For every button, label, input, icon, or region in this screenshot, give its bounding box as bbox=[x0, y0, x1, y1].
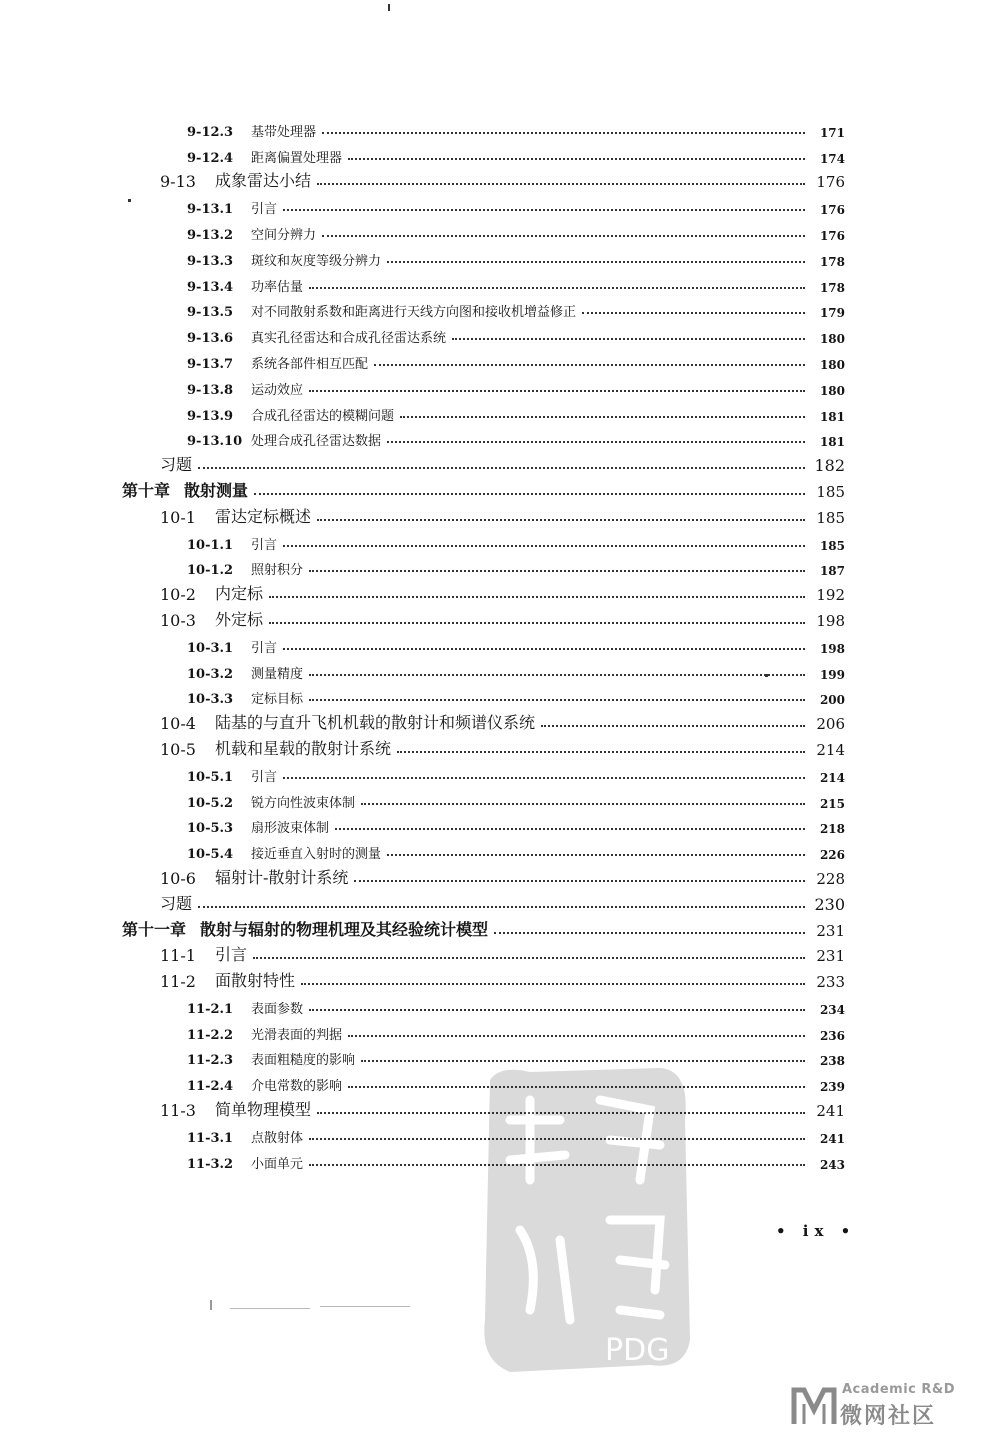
toc-entry-number: 9-13.7 bbox=[187, 356, 234, 372]
dot-leader bbox=[301, 983, 805, 985]
toc-entry bbox=[0, 991, 991, 1017]
dot-leader bbox=[253, 957, 805, 959]
toc-entry-page: 180 bbox=[819, 332, 845, 347]
toc-entry bbox=[0, 785, 991, 811]
toc-entry-number: 11-3.1 bbox=[187, 1130, 234, 1146]
dot-leader bbox=[309, 674, 805, 676]
toc-entry bbox=[0, 449, 991, 475]
toc-entry-number: 10-5.4 bbox=[187, 847, 234, 863]
toc-entry-page: 231 bbox=[816, 921, 845, 940]
toc-entry-page: 181 bbox=[819, 409, 845, 424]
toc-entry-page: 178 bbox=[819, 280, 845, 295]
dot-leader bbox=[283, 209, 805, 211]
toc-entry-title: 介电常数的影响 bbox=[251, 1079, 343, 1095]
toc-entry-title: 功率估量 bbox=[251, 279, 304, 295]
toc-entry-page: 214 bbox=[816, 740, 845, 759]
toc-entry-number: 11-1 bbox=[160, 946, 196, 966]
toc-entry-number: 10-5.1 bbox=[187, 769, 234, 785]
toc-entry-number: 9-13.3 bbox=[187, 253, 234, 269]
dot-leader bbox=[269, 596, 805, 598]
page-number-folio: • ix • bbox=[776, 1222, 857, 1240]
toc-entry bbox=[0, 914, 991, 940]
dot-leader bbox=[283, 648, 805, 650]
toc-entry-title: 面散射特性 bbox=[215, 971, 296, 991]
toc-entry-title: 接近垂直入射时的测量 bbox=[251, 847, 382, 863]
toc-entry-title: 机载和星载的散射计系统 bbox=[215, 738, 392, 758]
toc-entry-page: 198 bbox=[816, 611, 845, 630]
toc-entry-title: 引言 bbox=[251, 769, 278, 785]
toc-entry bbox=[0, 114, 991, 140]
toc-entry-title: 内定标 bbox=[215, 584, 264, 604]
toc-entry bbox=[0, 759, 991, 785]
dot-leader bbox=[198, 906, 805, 908]
toc-entry bbox=[0, 888, 991, 914]
toc-entry bbox=[0, 501, 991, 527]
toc-entry-page: 178 bbox=[819, 254, 845, 269]
toc-entry-page: 174 bbox=[819, 151, 845, 166]
toc-entry-number: 11-2.2 bbox=[187, 1027, 234, 1043]
dot-leader bbox=[348, 158, 805, 160]
toc-entry-title: 运动效应 bbox=[251, 382, 304, 398]
toc-entry-number: 10-3.1 bbox=[187, 640, 234, 656]
toc-entry-title: 处理合成孔径雷达数据 bbox=[251, 434, 382, 450]
toc-entry-number: 9-13.8 bbox=[187, 382, 234, 398]
toc-entry-page: 176 bbox=[819, 228, 845, 243]
toc-entry-title: 引言 bbox=[251, 640, 278, 656]
toc-entry-title: 雷达定标概述 bbox=[215, 506, 312, 526]
toc-entry-number: 9-13.2 bbox=[187, 227, 234, 243]
toc-entry-page: 214 bbox=[819, 770, 845, 785]
toc-entry-page: 176 bbox=[816, 173, 845, 192]
dot-leader bbox=[374, 364, 805, 366]
dot-leader bbox=[354, 880, 805, 882]
toc-entry-number: 9-12.4 bbox=[187, 150, 234, 166]
toc-entry-page: 187 bbox=[819, 564, 845, 579]
toc-entry-title: 点散射体 bbox=[251, 1130, 304, 1146]
toc-entry-title: 距离偏置处理器 bbox=[251, 150, 343, 166]
toc-entry-number: 10-4 bbox=[160, 714, 196, 734]
watermark-line2: 微网社区 bbox=[840, 1404, 937, 1429]
toc-entry-title: 测量精度 bbox=[251, 666, 304, 682]
toc-entry-number: 第十一章 bbox=[122, 919, 187, 939]
toc-entry-title: 简单物理模型 bbox=[215, 1100, 312, 1120]
toc-entry-number: 11-2 bbox=[160, 972, 196, 992]
toc-entry bbox=[0, 295, 991, 321]
toc-entry-page: 241 bbox=[816, 1102, 845, 1121]
toc-entry bbox=[0, 166, 991, 192]
toc-entry-title: 真实孔径雷达和合成孔径雷达系统 bbox=[251, 331, 447, 347]
toc-entry-number: 10-5.3 bbox=[187, 821, 234, 837]
toc-entry-page: 179 bbox=[819, 306, 845, 321]
scan-speck bbox=[230, 1308, 310, 1309]
toc-entry-title: 对不同散射系数和距离进行天线方向图和接收机增益修正 bbox=[251, 305, 577, 321]
scan-speck bbox=[388, 4, 390, 11]
dot-leader bbox=[283, 777, 805, 779]
dot-leader bbox=[494, 932, 805, 934]
toc-entry bbox=[0, 553, 991, 579]
toc-entry bbox=[0, 940, 991, 966]
toc-entry-page: 236 bbox=[819, 1028, 845, 1043]
toc-entry-page: 231 bbox=[816, 947, 845, 966]
toc-entry-page: 226 bbox=[819, 848, 845, 863]
toc-entry-page: 198 bbox=[819, 641, 845, 656]
dot-leader bbox=[254, 493, 805, 495]
dot-leader bbox=[283, 545, 805, 547]
toc-entry-page: 238 bbox=[819, 1054, 845, 1069]
toc-entry bbox=[0, 578, 991, 604]
toc-entry-number: 10-3 bbox=[160, 610, 196, 630]
toc-entry-title: 散射测量 bbox=[184, 480, 249, 500]
watermark-logo-icon bbox=[790, 1384, 838, 1428]
toc-entry-number: 9-13.6 bbox=[187, 331, 234, 347]
toc-entry bbox=[0, 707, 991, 733]
dot-leader bbox=[348, 1035, 805, 1037]
toc-entry-title: 扇形波束体制 bbox=[251, 821, 330, 837]
toc-entry-title: 表面参数 bbox=[251, 1001, 304, 1017]
toc-entry-number: 10-3.2 bbox=[187, 666, 234, 682]
dot-leader bbox=[541, 725, 805, 727]
toc-entry-number: 9-13.1 bbox=[187, 202, 234, 218]
toc-entry bbox=[0, 733, 991, 759]
dot-leader bbox=[400, 416, 805, 418]
toc-entry-title: 引言 bbox=[251, 537, 278, 553]
dot-leader bbox=[361, 803, 805, 805]
dot-leader bbox=[317, 183, 805, 185]
dot-leader bbox=[397, 751, 805, 753]
dot-leader bbox=[322, 132, 805, 134]
toc-entry bbox=[0, 191, 991, 217]
toc-entry-page: 185 bbox=[816, 508, 845, 527]
toc-entry-page: 181 bbox=[819, 435, 845, 450]
toc-entry-page: 171 bbox=[819, 125, 845, 140]
dot-leader bbox=[582, 312, 805, 314]
toc-entry-title: 习题 bbox=[160, 455, 193, 475]
toc-entry-number: 9-13 bbox=[160, 172, 196, 192]
toc-entry-title: 光滑表面的判据 bbox=[251, 1027, 343, 1043]
toc-entry-number: 10-1 bbox=[160, 507, 196, 527]
toc-entry-number: 11-2.3 bbox=[187, 1053, 234, 1069]
toc-entry-title: 小面单元 bbox=[251, 1156, 304, 1172]
toc-entry-page: 215 bbox=[819, 796, 845, 811]
toc-entry bbox=[0, 269, 991, 295]
toc-entry bbox=[0, 346, 991, 372]
toc-entry-number: 9-13.9 bbox=[187, 408, 234, 424]
toc-entry-page: 200 bbox=[819, 693, 845, 708]
seal-text: PDG bbox=[605, 1333, 670, 1368]
toc-entry-title: 空间分辨力 bbox=[251, 227, 317, 243]
watermark-line1: Academic R&D bbox=[842, 1382, 956, 1397]
toc-entry-number: 9-13.4 bbox=[187, 279, 234, 295]
toc-entry bbox=[0, 836, 991, 862]
toc-entry-title: 外定标 bbox=[215, 609, 264, 629]
dot-leader bbox=[322, 235, 805, 237]
toc-entry bbox=[0, 862, 991, 888]
toc-entry-number: 9-12.3 bbox=[187, 124, 234, 140]
toc-entry-number: 11-3.2 bbox=[187, 1156, 234, 1172]
dot-leader bbox=[309, 699, 805, 701]
toc-entry-number: 9-13.5 bbox=[187, 305, 234, 321]
toc-entry-number: 10-5 bbox=[160, 739, 196, 759]
toc-entry bbox=[0, 140, 991, 166]
toc-entry-page: 228 bbox=[816, 869, 845, 888]
toc-entry-title: 斑纹和灰度等级分辨力 bbox=[251, 253, 382, 269]
toc-entry bbox=[0, 965, 991, 991]
toc-entry-number: 11-2.4 bbox=[187, 1079, 234, 1095]
toc-entry-number: 10-2 bbox=[160, 585, 196, 605]
scan-speck bbox=[210, 1300, 212, 1310]
dot-leader bbox=[309, 287, 805, 289]
toc-entry bbox=[0, 656, 991, 682]
dot-leader bbox=[387, 261, 805, 263]
toc-entry-number: 10-1.1 bbox=[187, 537, 234, 553]
dot-leader bbox=[452, 338, 805, 340]
toc-entry bbox=[0, 527, 991, 553]
toc-entry-page: 234 bbox=[819, 1002, 845, 1017]
toc-entry-page: 218 bbox=[819, 822, 845, 837]
toc-entry bbox=[0, 630, 991, 656]
toc-entry-page: 239 bbox=[819, 1080, 845, 1095]
toc-entry-title: 定标目标 bbox=[251, 692, 304, 708]
toc-entry bbox=[0, 372, 991, 398]
toc-entry bbox=[0, 811, 991, 837]
toc-entry-number: 10-5.2 bbox=[187, 795, 234, 811]
toc-entry bbox=[0, 217, 991, 243]
toc-entry-page: 185 bbox=[816, 482, 845, 501]
toc-entry-page: 233 bbox=[816, 973, 845, 992]
toc-entry bbox=[0, 682, 991, 708]
toc-entry-title: 习题 bbox=[160, 893, 193, 913]
dot-leader bbox=[335, 828, 805, 830]
dot-leader bbox=[387, 854, 805, 856]
dot-leader bbox=[309, 1009, 805, 1011]
dot-leader bbox=[309, 570, 805, 572]
toc-entry-number: 第十章 bbox=[122, 480, 171, 500]
toc-entry bbox=[0, 398, 991, 424]
toc-entry-title: 表面粗糙度的影响 bbox=[251, 1053, 356, 1069]
toc-entry-title: 锐方向性波束体制 bbox=[251, 795, 356, 811]
toc-entry bbox=[0, 424, 991, 450]
toc-entry-page: 176 bbox=[819, 203, 845, 218]
toc-entry-page: 185 bbox=[819, 538, 845, 553]
toc-entry bbox=[0, 604, 991, 630]
toc-entry bbox=[0, 1017, 991, 1043]
toc-entry-page: 241 bbox=[819, 1131, 845, 1146]
toc-entry bbox=[0, 475, 991, 501]
toc-entry-page: 230 bbox=[814, 894, 845, 914]
dot-leader bbox=[309, 390, 805, 392]
toc-entry-page: 243 bbox=[819, 1157, 845, 1172]
toc-entry bbox=[0, 320, 991, 346]
toc-entry-title: 合成孔径雷达的模糊问题 bbox=[251, 408, 395, 424]
toc-entry bbox=[0, 243, 991, 269]
toc-entry-title: 系统各部件相互匹配 bbox=[251, 356, 369, 372]
toc-entry-number: 10-1.2 bbox=[187, 563, 234, 579]
toc-entry-number: 9-13.10 bbox=[187, 434, 243, 450]
toc-entry-title: 辐射计-散射计系统 bbox=[215, 867, 349, 887]
dot-leader bbox=[269, 622, 805, 624]
dot-leader bbox=[198, 467, 805, 469]
toc-entry-page: 206 bbox=[816, 715, 845, 734]
dot-leader bbox=[317, 519, 805, 521]
toc-entry-page: 180 bbox=[819, 357, 845, 372]
toc-entry-number: 11-3 bbox=[160, 1101, 196, 1121]
toc-entry-page: 192 bbox=[816, 586, 845, 605]
toc-entry-title: 引言 bbox=[215, 945, 248, 965]
toc-entry-title: 成象雷达小结 bbox=[215, 171, 312, 191]
toc-entry-number: 11-2.1 bbox=[187, 1001, 234, 1017]
toc-entry-page: 199 bbox=[819, 667, 845, 682]
toc-entry-title: 散射与辐射的物理机理及其经验统计模型 bbox=[200, 919, 489, 939]
scan-speck bbox=[320, 1306, 410, 1307]
toc-entry-number: 10-3.3 bbox=[187, 692, 234, 708]
toc-entry-number: 10-6 bbox=[160, 868, 196, 888]
table-of-contents bbox=[0, 114, 991, 1172]
toc-entry-title: 照射积分 bbox=[251, 563, 304, 579]
toc-entry-page: 182 bbox=[814, 456, 845, 476]
dot-leader bbox=[387, 441, 805, 443]
watermark bbox=[790, 1382, 990, 1432]
toc-entry-page: 180 bbox=[819, 383, 845, 398]
toc-entry-title: 基带处理器 bbox=[251, 124, 317, 140]
toc-entry-title: 陆基的与直升飞机机载的散射计和频谱仪系统 bbox=[215, 713, 536, 733]
library-seal-stamp bbox=[470, 1060, 700, 1380]
toc-entry-title: 引言 bbox=[251, 202, 278, 218]
